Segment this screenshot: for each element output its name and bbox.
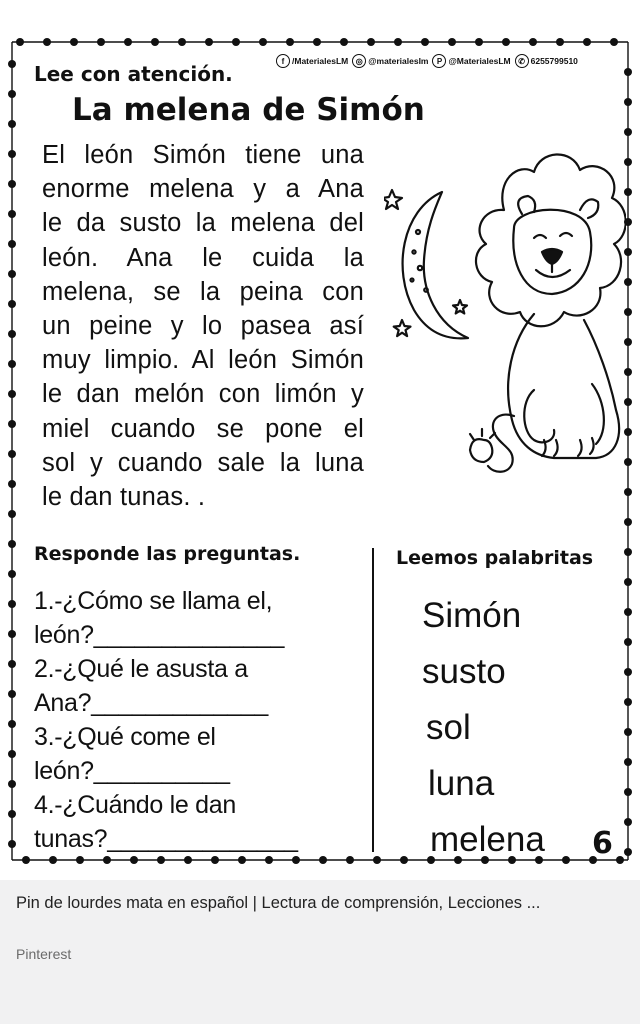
border-dot — [624, 818, 632, 826]
social-label: /MaterialesLM — [292, 56, 349, 66]
border-dot — [8, 600, 16, 608]
border-dot — [8, 300, 16, 308]
border-dot — [624, 848, 632, 856]
border-dot — [529, 38, 537, 46]
star-icon — [384, 190, 402, 209]
border-dot — [624, 728, 632, 736]
instagram-icon: ◎ — [352, 54, 366, 68]
question-line: 2.-¿Qué le asusta a — [34, 655, 248, 683]
result-caption-link[interactable]: Pin de lourdes mata en español | Lectura de comprensión, Lecciones ... — [16, 894, 541, 912]
border-dot — [70, 38, 78, 46]
border-dot — [265, 856, 273, 864]
border-dot — [624, 788, 632, 796]
border-dot — [8, 240, 16, 248]
border-dot — [8, 330, 16, 338]
border-dot — [8, 480, 16, 488]
border-dot — [346, 856, 354, 864]
border-dot — [8, 750, 16, 758]
whatsapp-icon: ✆ — [515, 54, 529, 68]
facebook-icon: f — [276, 54, 290, 68]
story-line: le dan tunas. . — [42, 483, 206, 512]
border-dot — [8, 540, 16, 548]
question-line: Ana?_____________ — [34, 689, 269, 717]
border-dot — [124, 38, 132, 46]
story-line: sol y cuando sale la luna — [42, 448, 364, 477]
social-label: @MaterialesLM — [448, 56, 511, 66]
border-dot — [103, 856, 111, 864]
border-dot — [8, 630, 16, 638]
border-dot — [373, 856, 381, 864]
border-dot — [49, 856, 57, 864]
border-dot — [8, 450, 16, 458]
border-dot — [238, 856, 246, 864]
border-dot — [624, 638, 632, 646]
questions-heading: Responde las preguntas. — [34, 543, 301, 565]
border-dot — [624, 518, 632, 526]
border-dot — [205, 38, 213, 46]
border-dot — [76, 856, 84, 864]
practice-word: susto — [422, 652, 506, 691]
border-dot — [562, 856, 570, 864]
border-dot — [232, 38, 240, 46]
border-dot — [367, 38, 375, 46]
question-line: 1.-¿Cómo se llama el, — [34, 587, 273, 615]
instruction-text: Lee con atención. — [34, 62, 233, 86]
border-dot — [97, 38, 105, 46]
column-divider — [372, 548, 374, 852]
border-dot — [130, 856, 138, 864]
border-dot — [394, 38, 402, 46]
social-handle — [515, 54, 578, 68]
border-dot — [8, 180, 16, 188]
lion-tail — [488, 415, 514, 472]
border-dot — [624, 758, 632, 766]
star-icon — [453, 300, 467, 314]
border-dot — [8, 360, 16, 368]
question-line: león?______________ — [34, 621, 285, 649]
border-dot — [421, 38, 429, 46]
border-dot — [583, 38, 591, 46]
border-dot — [8, 90, 16, 98]
border-dot — [8, 780, 16, 788]
page-number: 6 — [592, 826, 613, 861]
questions-list — [34, 584, 298, 856]
social-handle — [432, 54, 510, 68]
social-handle — [352, 54, 428, 68]
border-dot — [475, 38, 483, 46]
border-dot — [157, 856, 165, 864]
social-label: 6255799510 — [530, 56, 578, 66]
border-dot — [400, 856, 408, 864]
lion-body — [508, 314, 619, 458]
story-line: melena, se la peina con — [42, 277, 364, 306]
question-line: 3.-¿Qué come el — [34, 723, 216, 751]
question-line: 4.-¿Cuándo le dan — [34, 791, 236, 819]
pinterest-icon: P — [432, 54, 446, 68]
border-dot — [43, 38, 51, 46]
border-dot — [624, 698, 632, 706]
story-paragraph — [42, 138, 364, 514]
border-dot — [610, 38, 618, 46]
question-line: tunas?______________ — [34, 825, 298, 853]
border-dot — [22, 856, 30, 864]
border-dot — [16, 38, 24, 46]
border-dot — [624, 98, 632, 106]
lion-moon-illustration — [384, 140, 626, 480]
border-dot — [8, 660, 16, 668]
result-source[interactable]: Pinterest — [16, 946, 72, 962]
border-dot — [8, 510, 16, 518]
border-dot — [8, 270, 16, 278]
practice-word: sol — [426, 708, 471, 747]
story-line: le dan melón con limón y — [42, 380, 364, 409]
border-dot — [624, 548, 632, 556]
border-dot — [292, 856, 300, 864]
border-dot — [319, 856, 327, 864]
story-line: El león Simón tiene una — [42, 141, 364, 169]
border-dot — [624, 578, 632, 586]
words-heading: Leemos palabritas — [396, 547, 594, 569]
border-dot — [624, 128, 632, 136]
border-dot — [8, 390, 16, 398]
border-dot — [8, 210, 16, 218]
border-dot — [556, 38, 564, 46]
social-label: @materialesIm — [368, 56, 429, 66]
border-dot — [211, 856, 219, 864]
border-dot — [313, 38, 321, 46]
story-line: un peine y lo pasea así — [42, 312, 364, 341]
border-dot — [151, 38, 159, 46]
border-dot — [8, 420, 16, 428]
social-handle — [276, 54, 348, 68]
border-dot — [259, 38, 267, 46]
story-line: muy limpio. Al león Simón — [42, 346, 364, 375]
border-dot — [340, 38, 348, 46]
social-media-strip — [276, 54, 578, 68]
border-dot — [8, 120, 16, 128]
story-line: enorme melena y a Ana — [42, 175, 364, 204]
border-dot — [8, 570, 16, 578]
story-line: león. Ana le cuida la — [42, 243, 364, 272]
border-dot — [624, 488, 632, 496]
border-dot — [8, 840, 16, 848]
border-dot — [8, 60, 16, 68]
worksheet-title: La melena de Simón — [72, 92, 425, 128]
lion-mane — [476, 154, 626, 326]
border-dot — [624, 608, 632, 616]
border-dot — [8, 150, 16, 158]
border-dot — [8, 690, 16, 698]
story-line: le da susto la melena del — [42, 209, 364, 238]
moon-icon — [403, 192, 468, 338]
practice-word: luna — [428, 764, 495, 803]
border-dot — [184, 856, 192, 864]
border-dot — [448, 38, 456, 46]
border-dot — [286, 38, 294, 46]
border-dot — [624, 668, 632, 676]
border-dot — [624, 68, 632, 76]
border-dot — [8, 810, 16, 818]
border-dot — [502, 38, 510, 46]
story-line: miel cuando se pone el — [42, 414, 364, 443]
border-dot — [616, 856, 624, 864]
practice-word: melena — [430, 820, 545, 859]
words-list — [422, 588, 545, 868]
practice-word: Simón — [422, 596, 522, 635]
star-icon — [394, 320, 411, 336]
border-dot — [8, 720, 16, 728]
border-dot — [178, 38, 186, 46]
question-line: león?__________ — [34, 757, 230, 785]
